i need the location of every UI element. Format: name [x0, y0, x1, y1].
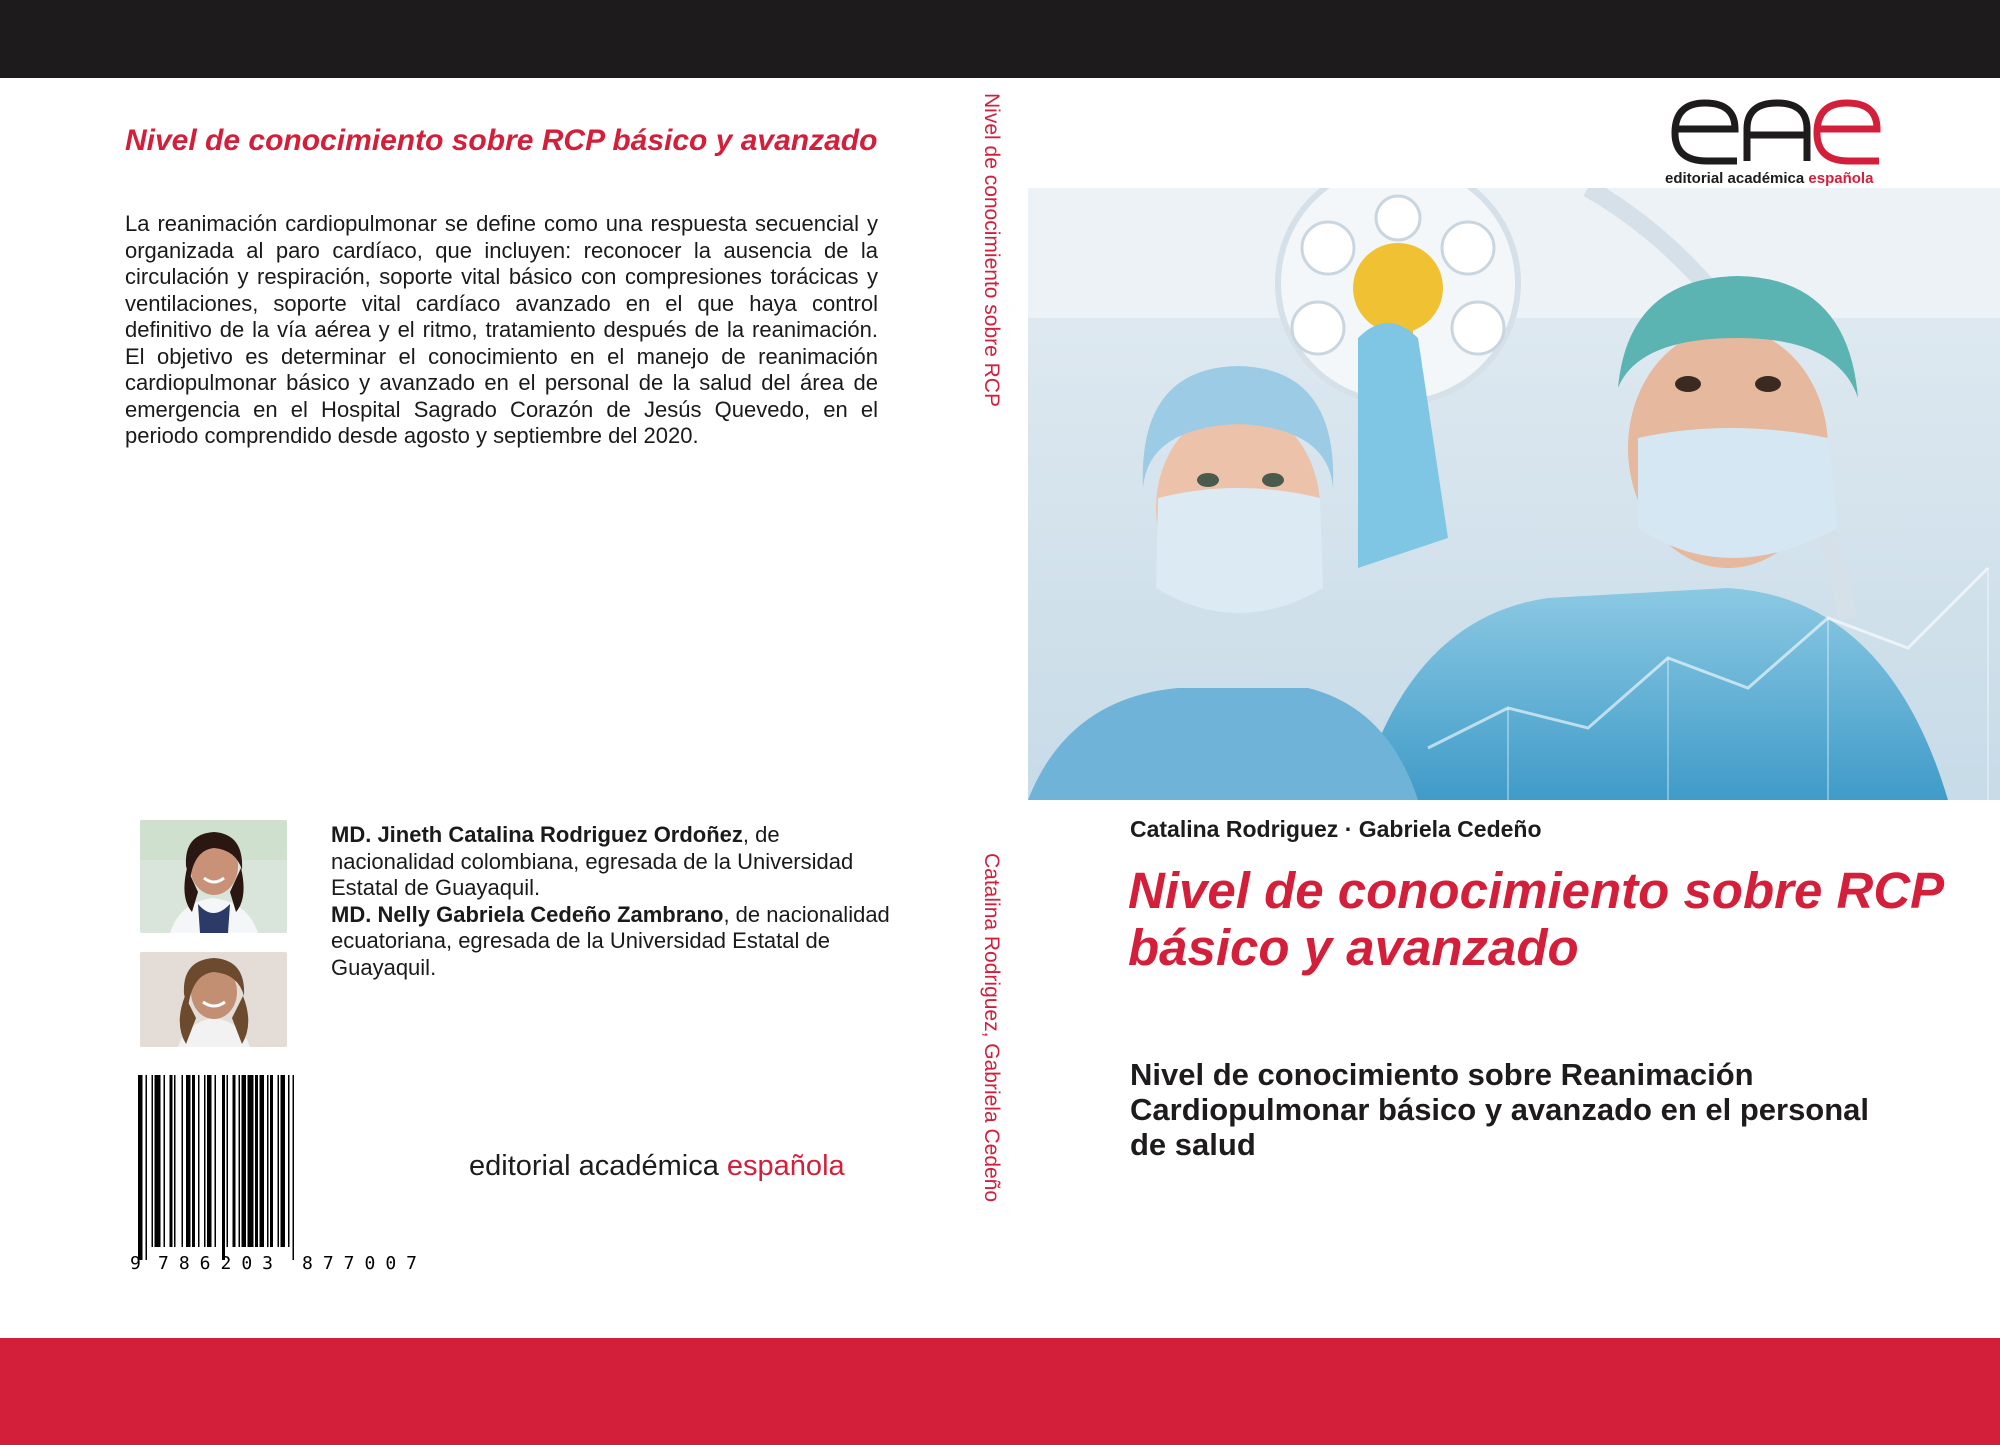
barcode-bar	[233, 1075, 236, 1247]
barcode-bar	[192, 1075, 195, 1247]
barcode-bar	[174, 1075, 176, 1247]
svg-text:editorial académica española	[1665, 170, 1874, 187]
logo-caption-main: editorial académica	[1665, 170, 1809, 187]
isbn-digit-group-3: 877007	[302, 1253, 428, 1271]
barcode-bar	[146, 1075, 148, 1260]
author-1-name: MD. Jineth Catalina Rodriguez Ordoñez	[331, 822, 743, 847]
barcode-bar	[152, 1075, 154, 1247]
barcode-bar	[215, 1075, 217, 1247]
author-bios	[331, 822, 891, 981]
isbn-digit-group-1: 9	[130, 1253, 141, 1271]
barcode-bar	[288, 1075, 290, 1247]
barcode-bar	[278, 1075, 280, 1247]
barcode-bar	[170, 1075, 173, 1247]
author-2-name: MD. Nelly Gabriela Cedeño Zambrano	[331, 901, 724, 927]
logo-caption-accent: española	[1808, 170, 1874, 187]
barcode-bar	[198, 1075, 200, 1247]
spine-authors: Catalina Rodriguez, Gabriela Cedeño	[980, 853, 1003, 1203]
barcode-bar	[182, 1075, 184, 1247]
isbn-digit-group-2: 786203	[158, 1253, 284, 1271]
barcode-bar	[155, 1075, 161, 1247]
front-cover-title: Nivel de conocimiento sobre RCP básico y avanzado	[1128, 862, 1943, 976]
barcode-bar	[267, 1075, 269, 1247]
barcode-bar	[204, 1075, 206, 1247]
barcode-bar	[239, 1075, 241, 1247]
barcode-bars	[138, 1075, 294, 1260]
barcode-bar	[255, 1075, 258, 1247]
bottom-accent-band	[0, 1338, 2000, 1445]
barcode-bar	[227, 1075, 229, 1247]
barcode-bar	[207, 1075, 212, 1247]
top-border-band	[0, 0, 2000, 78]
barcode-bar	[270, 1075, 273, 1247]
author-2-bio: , de nacionalidad ecuatoriana, egresada de la Universidad Estatal de Guayaquil.	[331, 901, 890, 980]
spine-title: Nivel de conocimiento sobre RCP	[980, 93, 1003, 407]
back-cover-title: Nivel de conocimiento sobre RCP básico y avanzado	[125, 124, 878, 157]
barcode-bar	[260, 1075, 265, 1247]
publisher-logo	[1665, 95, 1885, 187]
barcode-publisher-accent: española	[726, 1150, 845, 1182]
author-1-bio: , de nacionalidad colombiana, egresada de la Universidad Estatal de Guayaquil.	[331, 822, 854, 900]
back-cover-blurb: La reanimación cardiopulmonar se define como una respuesta secuencial y organizada al paro cardíaco, que incluyen: reconocer la ausencia de la circulación y respiración, soporte vital básico con compresiones torácicas y ventilaciones, soporte vital cardíaco avanzado en el que haya control definitivo de la vía aérea y el ritmo, tratamiento después de la reanimación. El objetivo es determinar el conocimiento en el manejo de reanimación cardiopulmonar básico y avanzado en el personal de la salud del área de emergencia en el Hospital Sagrado Corazón de Jesús Quevedo, en el periodo comprendido desde agosto y septiembre del 2020.	[125, 211, 878, 448]
author-photo-2	[140, 952, 287, 1047]
barcode-bar	[164, 1075, 166, 1247]
barcode-publisher-name	[469, 1150, 845, 1183]
author-photo-1	[140, 820, 287, 933]
cover-photo	[1028, 188, 2000, 800]
barcode-publisher-main: editorial académica	[469, 1150, 727, 1182]
barcode-bar	[242, 1075, 247, 1247]
barcode-bar	[293, 1075, 295, 1260]
barcode-bar	[186, 1075, 191, 1247]
isbn-barcode	[130, 1075, 450, 1271]
front-cover-subtitle: Nivel de conocimiento sobre Reanimación Cardiopulmonar básico y avanzado en el personal de salud	[1130, 1057, 1870, 1162]
front-cover-authors: Catalina Rodriguez · Gabriela Cedeño	[1130, 816, 1542, 842]
barcode-bar	[222, 1075, 225, 1260]
barcode-bar	[138, 1075, 143, 1260]
barcode-bar	[248, 1075, 254, 1247]
barcode-bar	[281, 1075, 286, 1247]
